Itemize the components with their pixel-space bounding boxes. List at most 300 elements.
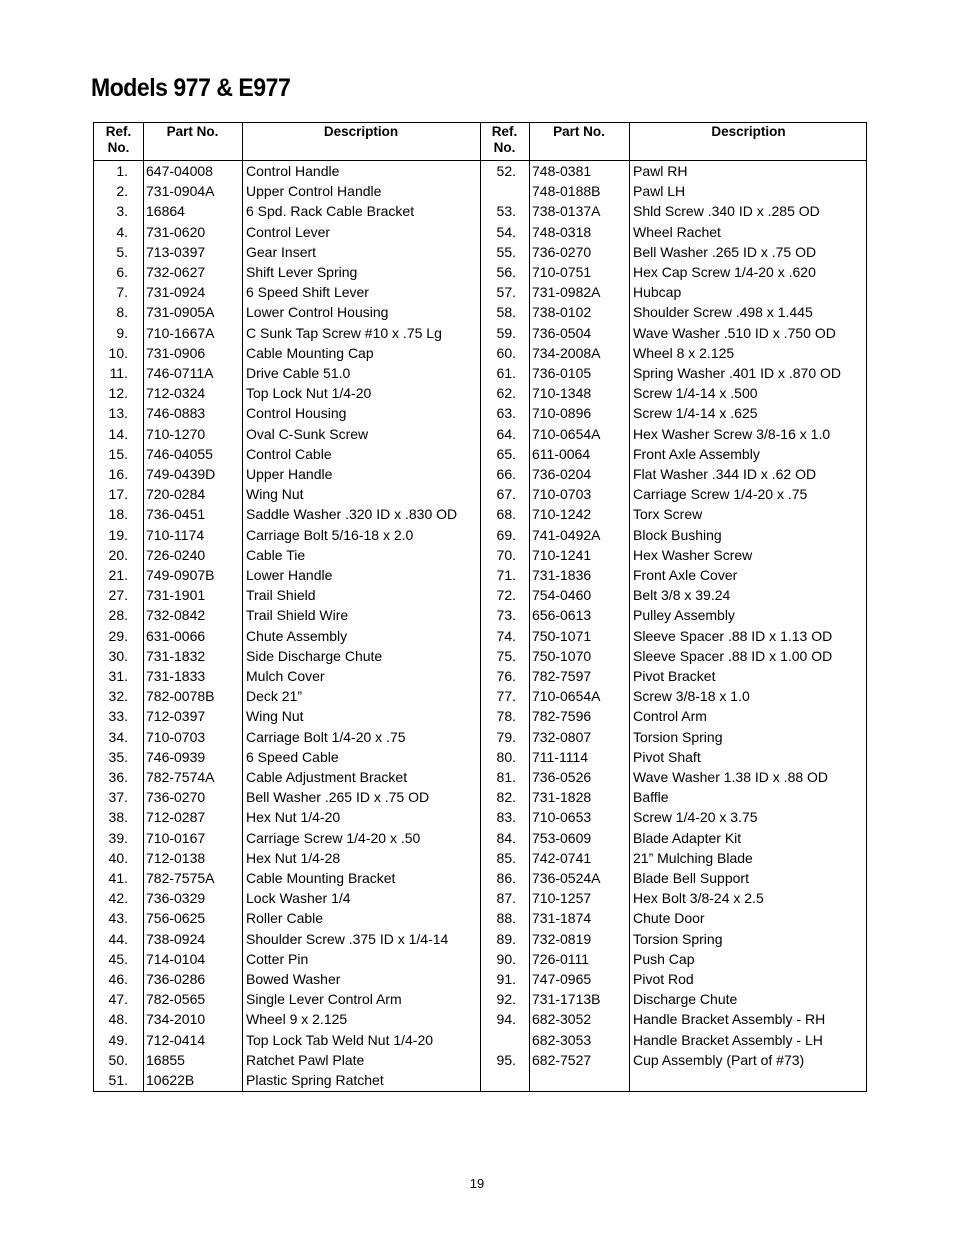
ref-number: 32. (108, 688, 128, 705)
part-number: 710-0896 (532, 405, 592, 422)
table-row (94, 222, 474, 242)
ref-number: 53. (496, 203, 516, 220)
ref-number: 7. (116, 284, 128, 301)
ref-number: 76. (496, 668, 516, 684)
ref-number: 15. (108, 445, 128, 462)
ref-number: 44. (108, 930, 128, 947)
table-row (480, 949, 860, 969)
ref-number: 3. (116, 203, 128, 220)
table-row (480, 585, 860, 605)
part-description: Wheel Rachet (633, 223, 721, 240)
part-description: Lock Washer 1/4 (246, 890, 351, 907)
part-number: 749-0439D (146, 466, 216, 482)
table-row (480, 363, 860, 383)
table-row (480, 787, 860, 807)
table-row (480, 161, 860, 181)
part-description: 6 Speed Cable (246, 748, 339, 765)
ref-number: 40. (108, 849, 128, 866)
part-description: Baffle (633, 789, 669, 806)
part-number: 726-0111 (532, 950, 590, 967)
ref-number: 87. (496, 890, 516, 907)
part-number: 747-0965 (532, 971, 592, 987)
part-number: 738-0102 (532, 304, 592, 321)
ref-number: 51. (108, 1072, 128, 1088)
part-number: 710-1667A (146, 324, 215, 341)
ref-number: 50. (108, 1051, 128, 1068)
table-row (480, 403, 860, 423)
ref-number: 31. (108, 668, 128, 684)
table-row (480, 181, 860, 201)
part-description: Spring Washer .401 ID x .870 OD (633, 365, 842, 381)
page-number: 19 (469, 1176, 485, 1191)
ref-number: 12. (108, 385, 128, 402)
table-row (480, 1050, 860, 1070)
ref-number: 13. (108, 405, 128, 422)
ref-number: 73. (496, 607, 516, 624)
part-number: 736-0329 (146, 890, 206, 907)
part-description: Discharge Chute (633, 991, 738, 1008)
part-number: 782-7596 (532, 708, 592, 725)
part-number: 736-0286 (146, 971, 206, 987)
ref-number: 45. (108, 950, 128, 967)
part-number: 732-0842 (146, 607, 206, 624)
part-number: 741-0492A (532, 526, 601, 543)
ref-number: 82. (496, 789, 516, 806)
ref-number: 46. (108, 971, 128, 987)
part-description: Sleeve Spacer .88 ID x 1.00 OD (633, 647, 833, 664)
part-number: 731-1713B (532, 991, 601, 1008)
part-number: 682-3052 (532, 1011, 592, 1028)
table-row (480, 969, 860, 989)
table-row (480, 929, 860, 949)
part-number: 710-1242 (532, 506, 592, 523)
ref-number: 91. (496, 971, 516, 987)
ref-number: 4. (116, 223, 128, 240)
ref-number: 42. (108, 890, 128, 907)
ref-number: 29. (108, 627, 128, 644)
ref-number: 30. (108, 647, 128, 664)
ref-number: 34. (108, 728, 128, 745)
ref-number: 10. (108, 344, 128, 361)
ref-number: 83. (496, 809, 516, 826)
ref-number: 47. (108, 991, 128, 1008)
table-row (480, 848, 860, 868)
table-row (94, 949, 474, 969)
table-row (94, 908, 474, 928)
part-number: 713-0397 (146, 243, 206, 260)
part-number: 10622B (146, 1072, 195, 1088)
part-number: 710-1241 (532, 546, 592, 563)
table-row (94, 807, 474, 827)
part-number: 736-0105 (532, 365, 592, 381)
part-number: 656-0613 (532, 607, 592, 624)
ref-number: 37. (108, 789, 128, 806)
table-row (480, 424, 860, 444)
ref-number: 16. (108, 466, 128, 482)
ref-number: 52. (496, 163, 516, 179)
part-description: Wing Nut (246, 708, 304, 725)
table-row (480, 504, 860, 524)
part-description: Drive Cable 51.0 (246, 365, 351, 381)
table-row (480, 222, 860, 242)
part-description: Pawl LH (633, 183, 686, 200)
ref-number: 57. (496, 284, 516, 301)
ref-number: 19. (108, 526, 128, 543)
table-row (94, 969, 474, 989)
part-description: Top Lock Tab Weld Nut 1/4-20 (246, 1031, 434, 1048)
part-description: Cable Adjustment Bracket (246, 769, 408, 785)
header-description: Description (711, 124, 786, 139)
part-description: Deck 21” (246, 688, 303, 705)
ref-number: 66. (496, 466, 516, 482)
part-number: 710-0654A (532, 425, 601, 442)
part-number: 710-0703 (146, 728, 206, 745)
part-description: 6 Speed Shift Lever (246, 284, 369, 301)
ref-number: 79. (496, 728, 516, 745)
part-number: 731-0620 (146, 223, 206, 240)
table-row (94, 727, 474, 747)
table-row (94, 1009, 474, 1029)
part-number: 748-0188B (532, 183, 601, 200)
part-number: 749-0907B (146, 567, 215, 583)
part-number: 710-1348 (532, 385, 592, 402)
table-row (94, 848, 474, 868)
part-description: Upper Handle (246, 466, 333, 482)
part-number: 731-1828 (532, 789, 592, 806)
part-description: Hex Washer Screw 3/8-16 x 1.0 (633, 425, 831, 442)
part-number: 611-0064 (532, 445, 591, 462)
ref-number: 6. (116, 264, 128, 280)
part-description: Screw 1/4-14 x .500 (633, 385, 758, 402)
part-description: Pawl RH (633, 163, 688, 179)
ref-number: 27. (108, 587, 128, 604)
part-number: 731-0905A (146, 304, 215, 321)
part-number: 16864 (146, 203, 185, 220)
ref-number: 81. (496, 769, 516, 785)
part-description: Wheel 8 x 2.125 (633, 344, 735, 361)
part-number: 712-0324 (146, 385, 206, 402)
table-row (480, 302, 860, 322)
part-number: 736-0270 (532, 243, 592, 260)
table-row (94, 282, 474, 302)
ref-number: 59. (496, 324, 516, 341)
part-description: Wave Washer 1.38 ID x .88 OD (633, 769, 829, 785)
part-number: 711-1114 (532, 748, 589, 765)
part-description: 21” Mulching Blade (633, 849, 753, 866)
part-description: Pulley Assembly (633, 607, 735, 624)
ref-number: 62. (496, 385, 516, 402)
part-number: 731-0924 (146, 284, 206, 301)
table-row (94, 201, 474, 221)
table-row (94, 828, 474, 848)
part-description: Shift Lever Spring (246, 264, 358, 280)
part-number: 736-0204 (532, 466, 592, 482)
part-number: 782-0078B (146, 688, 215, 705)
header-part-no: Part No. (166, 124, 219, 139)
ref-number: 65. (496, 445, 516, 462)
part-description: Hex Nut 1/4-20 (246, 809, 341, 826)
ref-number: 5. (116, 243, 128, 260)
part-number: 731-1836 (532, 567, 592, 583)
part-number: 782-0565 (146, 991, 206, 1008)
ref-number: 38. (108, 809, 128, 826)
part-number: 746-0883 (146, 405, 206, 422)
ref-number: 84. (496, 829, 516, 846)
part-description: Side Discharge Chute (246, 647, 383, 664)
ref-number: 36. (108, 769, 128, 785)
part-number: 682-3053 (532, 1031, 592, 1048)
part-number: 710-0653 (532, 809, 592, 826)
ref-number: 72. (496, 587, 516, 604)
table-row (94, 666, 474, 686)
part-description: Handle Bracket Assembly - LH (633, 1031, 823, 1048)
part-number: 742-0741 (532, 849, 592, 866)
table-row (94, 747, 474, 767)
part-description: Control Housing (246, 405, 347, 422)
part-description: Single Lever Control Arm (246, 991, 402, 1008)
part-description: Blade Bell Support (633, 870, 749, 886)
part-description: Front Axle Cover (633, 567, 738, 583)
part-number: 16855 (146, 1051, 185, 1068)
ref-number: 70. (496, 546, 516, 563)
part-number: 731-0982A (532, 284, 601, 301)
part-description: Flat Washer .344 ID x .62 OD (633, 466, 817, 482)
table-row (94, 383, 474, 403)
part-description: Lower Control Housing (246, 304, 389, 321)
part-number: 782-7574A (146, 769, 215, 785)
table-row (94, 464, 474, 484)
part-number: 731-1901 (146, 587, 206, 604)
part-description: Pivot Rod (633, 971, 694, 987)
ref-number: 55. (496, 243, 516, 260)
table-row (94, 626, 474, 646)
table-row (480, 989, 860, 1009)
part-description: Torx Screw (633, 506, 703, 523)
part-description: Front Axle Assembly (633, 445, 760, 462)
part-number: 712-0138 (146, 849, 206, 866)
ref-number: 2. (116, 183, 128, 200)
part-number: 734-2008A (532, 344, 601, 361)
part-description: Hex Bolt 3/8-24 x 2.5 (633, 890, 764, 907)
table-row (94, 545, 474, 565)
part-description: Cup Assembly (Part of #73) (633, 1051, 805, 1068)
table-row (94, 706, 474, 726)
part-number: 782-7597 (532, 668, 592, 684)
part-description: Carriage Bolt 1/4-20 x .75 (246, 728, 406, 745)
table-row (480, 343, 860, 363)
ref-number: 64. (496, 425, 516, 442)
part-description: Oval C-Sunk Screw (246, 425, 369, 442)
ref-number: 17. (108, 486, 128, 503)
part-number: 731-0906 (146, 344, 206, 361)
table-row (480, 383, 860, 403)
table-row (480, 747, 860, 767)
part-description: Cable Tie (246, 546, 306, 563)
part-description: Chute Assembly (246, 627, 348, 644)
table-row (94, 1050, 474, 1070)
part-number: 710-1257 (532, 890, 592, 907)
table-row (480, 828, 860, 848)
table-row (94, 484, 474, 504)
table-row (480, 545, 860, 565)
part-description: Hubcap (633, 284, 682, 301)
ref-number: 60. (496, 344, 516, 361)
table-row (94, 565, 474, 585)
part-number: 710-0654A (532, 688, 601, 705)
header-part-no: Part No. (553, 124, 605, 139)
part-description: Control Lever (246, 223, 331, 240)
ref-number: 41. (108, 870, 128, 886)
table-row (94, 262, 474, 282)
part-description: Shld Screw .340 ID x .285 OD (633, 203, 820, 220)
table-row (94, 989, 474, 1009)
part-description: Upper Control Handle (246, 183, 382, 200)
table-row (94, 888, 474, 908)
ref-number: 20. (108, 546, 128, 563)
part-description: Pivot Shaft (633, 748, 701, 765)
part-description: Trail Shield (246, 587, 316, 604)
ref-number: 78. (496, 708, 516, 725)
table-row (94, 1070, 474, 1090)
parts-table (93, 122, 867, 1092)
part-description: Wheel 9 x 2.125 (246, 1011, 348, 1028)
part-number: 732-0627 (146, 264, 206, 280)
table-row (480, 201, 860, 221)
ref-number: 95. (496, 1051, 516, 1068)
part-number: 750-1071 (532, 627, 592, 644)
part-number: 736-0270 (146, 789, 206, 806)
ref-number: 77. (496, 688, 516, 705)
ref-number: 92. (496, 991, 516, 1008)
ref-number: 88. (496, 910, 516, 927)
part-number: 712-0397 (146, 708, 206, 725)
part-number: 748-0381 (532, 163, 592, 179)
part-number: 710-0703 (532, 486, 592, 503)
part-number: 754-0460 (532, 587, 592, 604)
part-description: Carriage Bolt 5/16-18 x 2.0 (246, 526, 414, 543)
table-row (480, 767, 860, 787)
ref-number: 43. (108, 910, 128, 927)
ref-number: 33. (108, 708, 128, 725)
part-description: Shoulder Screw .498 x 1.445 (633, 304, 813, 321)
part-description: 6 Spd. Rack Cable Bracket (246, 203, 415, 220)
ref-number: 90. (496, 950, 516, 967)
table-row (94, 767, 474, 787)
table-row (94, 686, 474, 706)
part-description: Torsion Spring (633, 728, 723, 745)
part-number: 738-0924 (146, 930, 206, 947)
table-row (94, 343, 474, 363)
part-description: Carriage Screw 1/4-20 x .50 (246, 829, 421, 846)
table-row (94, 1030, 474, 1050)
table-row (480, 868, 860, 888)
ref-number: 11. (109, 365, 128, 381)
part-description: Push Cap (633, 950, 695, 967)
header-ref-no: Ref. No. (491, 124, 518, 155)
ref-number: 61. (496, 365, 516, 381)
part-description: Wing Nut (246, 486, 304, 503)
page-title: Models 977 & E977 (91, 74, 291, 102)
ref-number: 9. (116, 324, 128, 341)
table-row (480, 686, 860, 706)
ref-number: 28. (108, 607, 128, 624)
table-row (480, 666, 860, 686)
part-number: 710-1270 (146, 425, 206, 442)
table-row (94, 403, 474, 423)
ref-number: 39. (108, 829, 128, 846)
table-row (94, 605, 474, 625)
part-description: Cable Mounting Bracket (246, 870, 396, 886)
part-description: Mulch Cover (246, 668, 325, 684)
table-row (94, 181, 474, 201)
part-description: Bowed Washer (246, 971, 341, 987)
part-number: 746-0939 (146, 748, 206, 765)
part-description: Control Cable (246, 445, 332, 462)
table-row (480, 646, 860, 666)
ref-number: 1. (116, 163, 128, 179)
part-description: Sleeve Spacer .88 ID x 1.13 OD (633, 627, 833, 644)
part-description: Ratchet Pawl Plate (246, 1051, 365, 1068)
part-description: Wave Washer .510 ID x .750 OD (633, 324, 836, 341)
part-number: 753-0609 (532, 829, 592, 846)
ref-number: 14. (108, 425, 128, 442)
table-row (480, 605, 860, 625)
part-number: 647-04008 (146, 163, 213, 179)
part-description: Chute Door (633, 910, 705, 927)
table-row (480, 323, 860, 343)
part-number: 746-0711A (146, 365, 214, 381)
part-number: 731-1874 (532, 910, 592, 927)
table-row (480, 444, 860, 464)
part-number: 736-0524A (532, 870, 601, 886)
part-description: Screw 1/4-14 x .625 (633, 405, 758, 422)
part-number: 738-0137A (532, 203, 601, 220)
table-row (480, 464, 860, 484)
table-row (94, 585, 474, 605)
part-description: Cotter Pin (246, 950, 309, 967)
part-number: 731-1833 (146, 668, 206, 684)
ref-number: 56. (496, 264, 516, 280)
part-description: Belt 3/8 x 39.24 (633, 587, 731, 604)
part-number: 732-0819 (532, 930, 592, 947)
ref-number: 67. (496, 486, 516, 503)
table-row (94, 323, 474, 343)
ref-number: 71. (496, 567, 516, 583)
part-description: Saddle Washer .320 ID x .830 OD (246, 506, 458, 523)
part-number: 736-0451 (146, 506, 206, 523)
part-description: Hex Nut 1/4-28 (246, 849, 341, 866)
table-row (480, 565, 860, 585)
part-number: 746-04055 (146, 445, 213, 462)
ref-number: 75. (496, 647, 516, 664)
part-description: Top Lock Nut 1/4-20 (246, 385, 372, 402)
ref-number: 85. (496, 849, 516, 866)
ref-number: 8. (116, 304, 128, 321)
part-description: Screw 1/4-20 x 3.75 (633, 809, 758, 826)
part-description: Trail Shield Wire (246, 607, 349, 624)
table-row (94, 424, 474, 444)
ref-number: 86. (496, 870, 516, 886)
ref-number: 74. (496, 627, 516, 644)
table-row (94, 929, 474, 949)
part-description: Gear Insert (246, 243, 317, 260)
part-number: 710-0167 (146, 829, 206, 846)
part-description: Roller Cable (246, 910, 324, 927)
table-row (480, 908, 860, 928)
part-number: 712-0287 (146, 809, 206, 826)
table-row (94, 161, 474, 181)
ref-number: 49. (108, 1031, 128, 1048)
